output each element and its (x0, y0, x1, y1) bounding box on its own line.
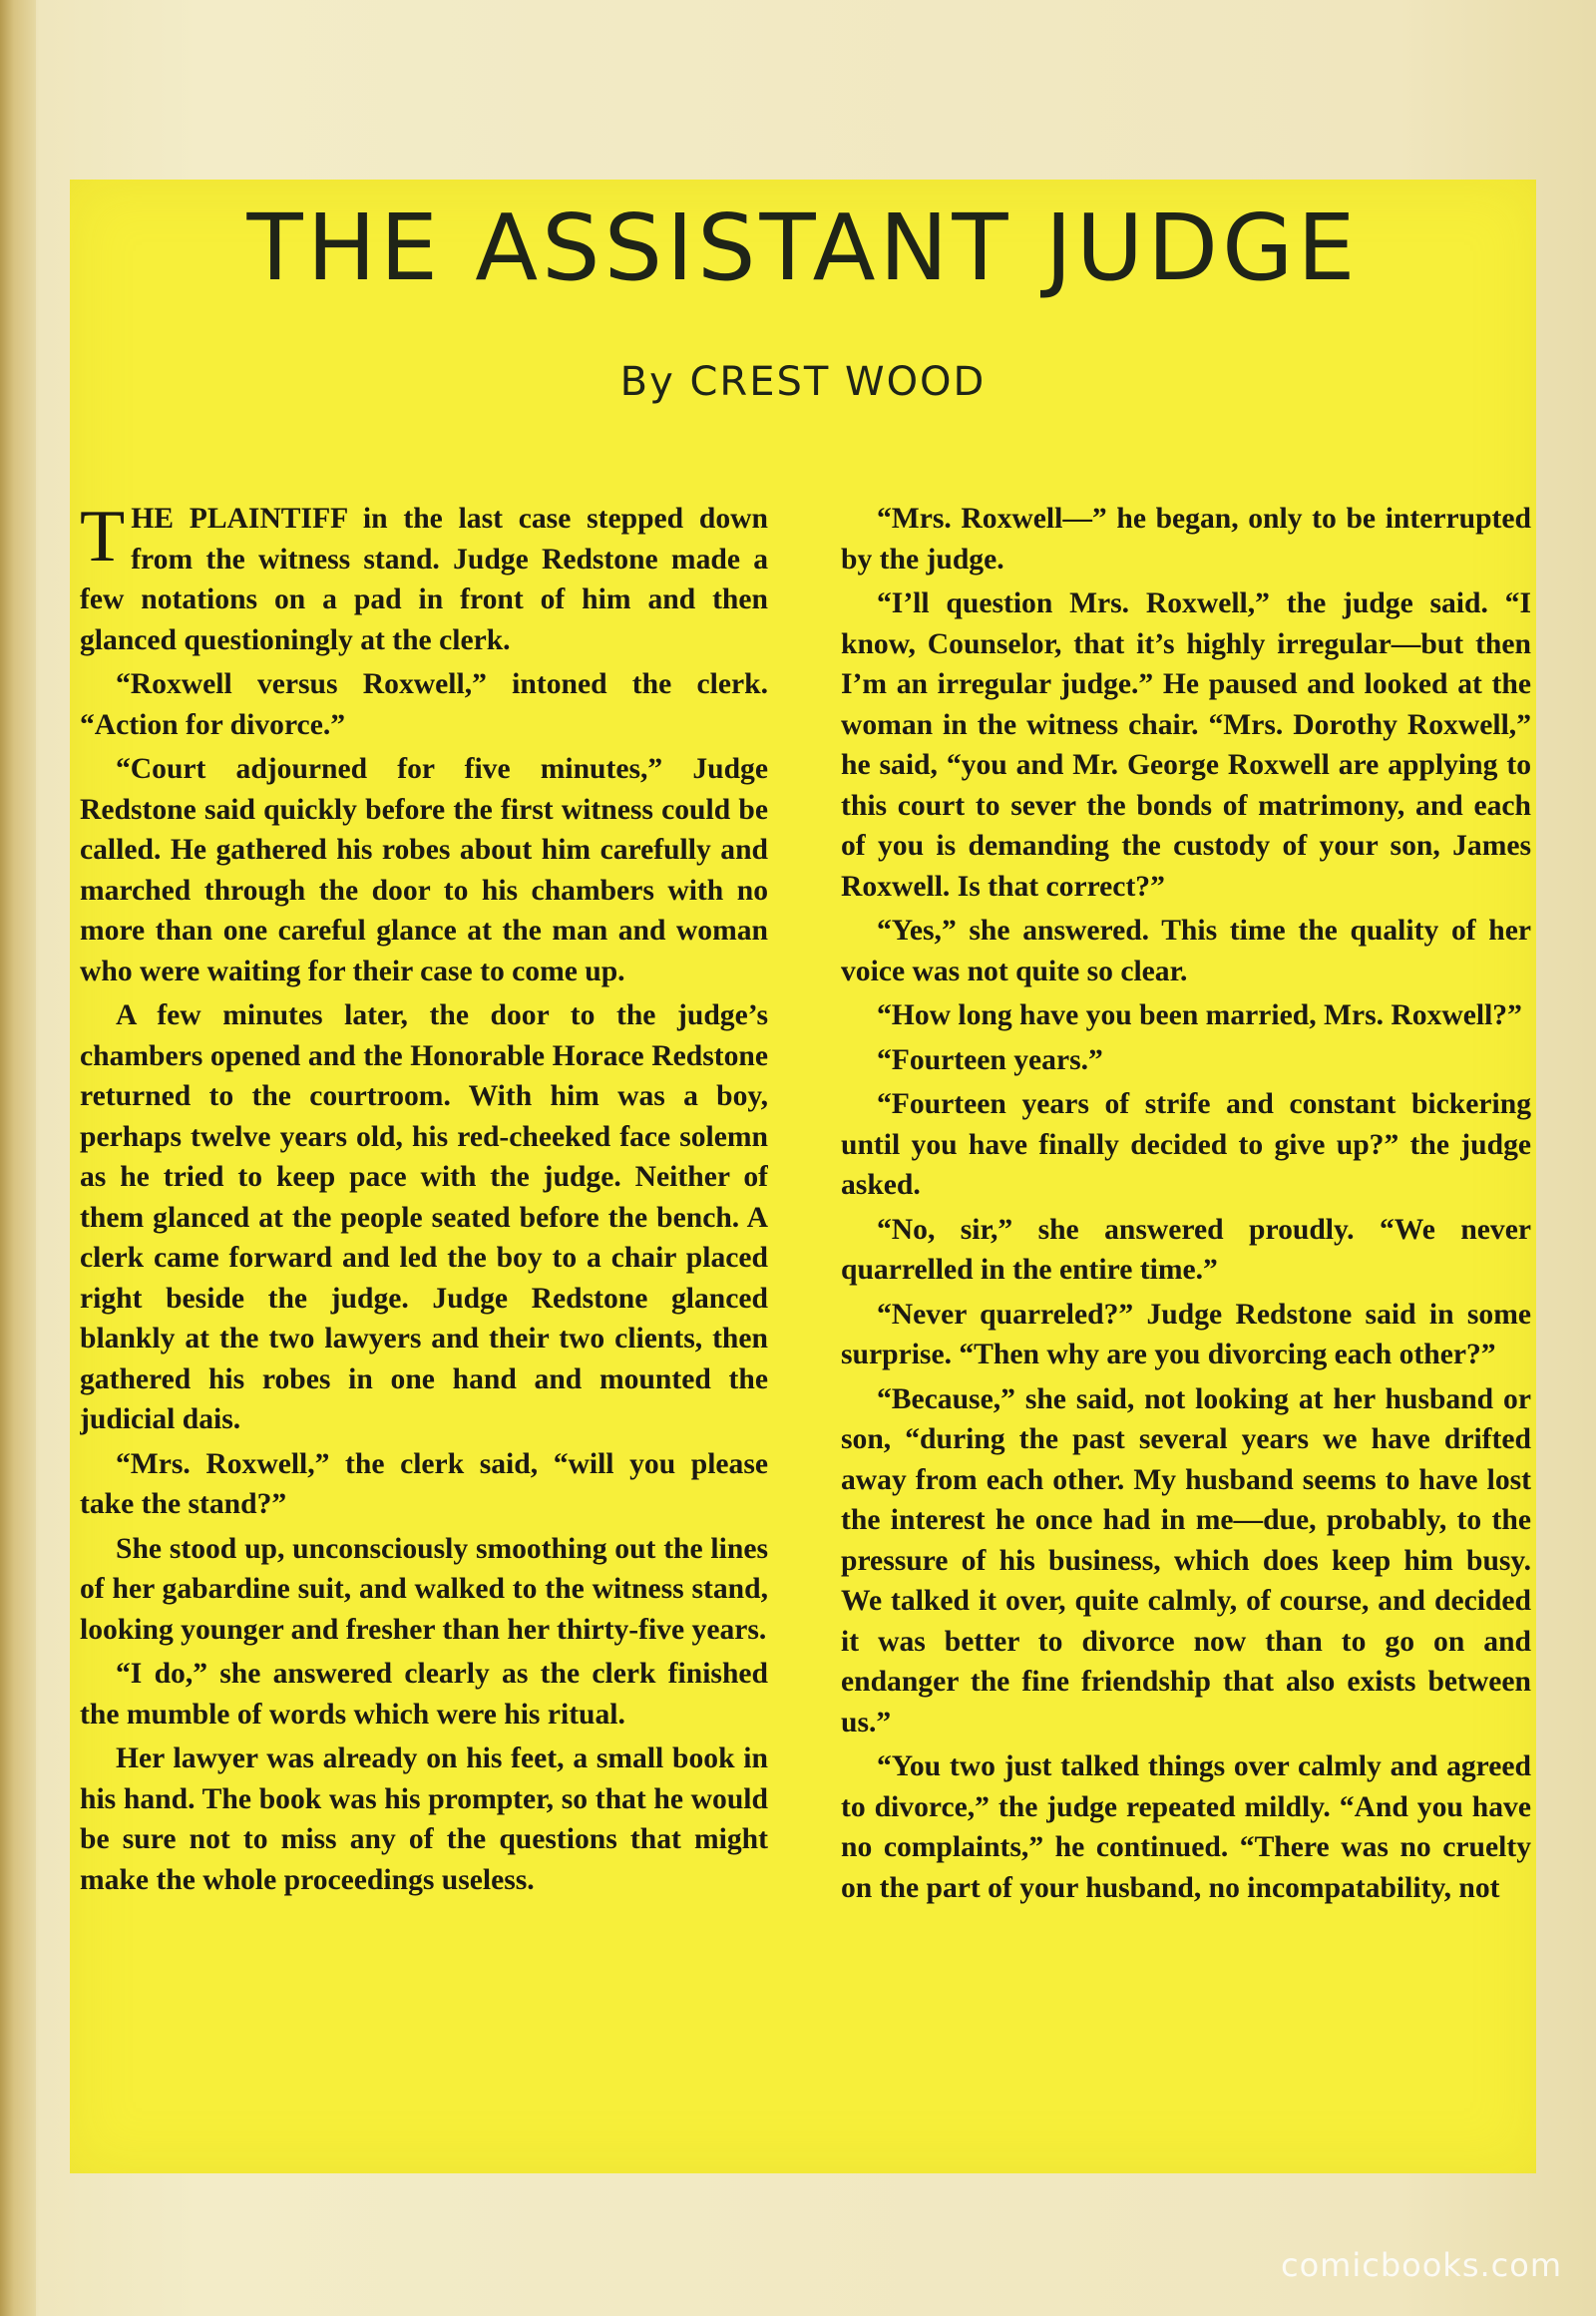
paragraph: She stood up, unconsciously smoothing out the lines of her gabardine suit, and walked to the witness stand, looking younger and fresher than her thirty-five years. (80, 1532, 768, 1646)
story-title: THE ASSISTANT JUDGE (246, 194, 1360, 301)
paragraph: “Court adjourned for five minutes,” Judge Redstone said quickly before the first witness could be called. He gathered his robes about him carefully and marched through the door to his chambers with no more than one careful glance at the man and woman who were waiting for their case to come up. (80, 753, 768, 987)
drop-cap: T (80, 499, 126, 578)
paragraph: “Mrs. Roxwell—” he began, only to be interrupted by the judge. (841, 503, 1531, 576)
paragraph: “Yes,” she answered. This time the quality of her voice was not quite so clear. (841, 915, 1531, 987)
paragraph: “Mrs. Roxwell,” the clerk said, “will you please take the stand?” (80, 1447, 768, 1520)
paragraph: Her lawyer was already on his feet, a small book in his hand. The book was his prompter, so that he would be sure not to miss any of the questions that might make the whole proceedings useless. (80, 1742, 768, 1896)
paragraph: A few minutes later, the door to the judge’s chambers opened and the Honorable Horace Redstone returned to the courtroom. With him was a boy, perhaps twelve years old, his red-cheeked face solemn as he tried to keep pace with the judge. Neither of them glanced at the people seated before the bench. A clerk came forward and led the boy to a chair placed right beside the judge. Judge Redstone glanced blankly at the two lawyers and their two clients, then gathered his robes in one hand and mounted the judicial dais. (80, 999, 768, 1435)
paragraph: “Never quarreled?” Judge Redstone said in some surprise. “Then why are you divorcing each other?” (841, 1298, 1531, 1370)
paragraph: “I do,” she answered clearly as the clerk finished the mumble of words which were his ritual. (80, 1658, 768, 1731)
site-watermark: comicbooks.com (1280, 2246, 1562, 2284)
opening-paragraph-text: HE PLAINTIFF in the last case stepped down from the witness stand. Judge Redstone made a few notations on a pad in front of him and then glanced questioningly at the clerk. (80, 503, 768, 656)
paragraph: “Because,” she said, not looking at her husband or son, “during the past several years we have drifted away from each other. My husband seems to have lost the interest he once had in me—due, probably, to the pressure of his business, which does keep him busy. We talked it over, quite calmly, of course, and decided it was better to divorce now than to go on and endanger the fine friendship that also exists between us.” (841, 1382, 1531, 1738)
story-byline: By CREST WOOD (619, 359, 987, 405)
paragraph: “Fourteen years.” (877, 1043, 1103, 1076)
paragraph: “You two just talked things over calmly and agreed to divorce,” the judge repeated mildly. “And you have no complaints,” he continued. “There was no cruelty on the part of your husband, no incompatability, not (841, 1750, 1531, 1904)
paragraph: “No, sir,” she answered proudly. “We never quarrelled in the entire time.” (841, 1213, 1531, 1286)
paragraph: “Fourteen years of strife and constant bickering until you have finally decided to give up?” the judge asked. (841, 1088, 1531, 1201)
opening-paragraph (80, 499, 768, 660)
paragraph: “Roxwell versus Roxwell,” intoned the clerk. “Action for divorce.” (80, 668, 768, 741)
left-column (80, 499, 768, 2144)
paragraph: “How long have you been married, Mrs. Roxwell?” (877, 999, 1522, 1031)
right-column (841, 499, 1531, 2144)
page-spine (0, 0, 36, 2316)
paragraph: “I’ll question Mrs. Roxwell,” the judge said. “I know, Counselor, that it’s highly irregular—but then I’m an irregular judge.” He paused and looked at the woman in the witness chair. “Mrs. Dorothy Roxwell,” he said, “you and Mr. George Roxwell are applying to this court to sever the bonds of matrimony, and each of you is demanding the custody of your son, James Roxwell. Is that correct?” (841, 587, 1531, 903)
